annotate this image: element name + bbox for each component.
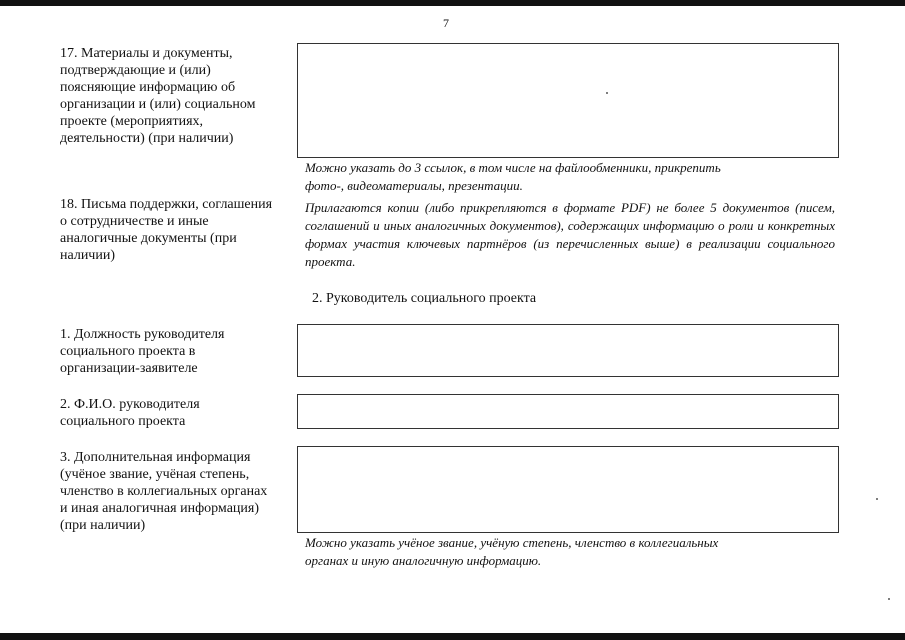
manager-extra-info-label: 3. Дополнительная информация (учёное звание, учёная степень, членство в коллегиальных органах и иная аналогичная информация) (при наличии) xyxy=(60,450,268,533)
scan-speck xyxy=(606,92,608,94)
scan-speck xyxy=(876,498,878,500)
section-2-title: 2. Руководитель социального проекта xyxy=(312,291,537,306)
manager-position-label: 1. Должность руководителя социального проекта в организации-заявителе xyxy=(60,327,225,376)
manager-name-label: 2. Ф.И.О. руководителя социального проекта xyxy=(60,397,200,429)
manager-name-input[interactable] xyxy=(297,394,839,429)
item-18-hint: Прилагаются копии (либо прикрепляются в формате PDF) не более 5 документов (писем, соглашений и иных аналогичных документов), содержащих информацию о роли и конкретных формах участия ключевых партнёров (из перечисленных выше) в реализации социального проекта. xyxy=(305,200,835,269)
item-17-label: 17. Материалы и документы, подтверждающие и (или) поясняющие информацию об организации и (или) социальном проекте (мероприятиях, деятельности) (при наличии) xyxy=(60,46,256,146)
scan-bottom-border xyxy=(0,633,905,640)
scan-speck xyxy=(888,598,890,600)
scan-top-border xyxy=(0,0,905,6)
manager-position-input[interactable] xyxy=(297,324,839,377)
item-18-label: 18. Письма поддержки, соглашения о сотрудничестве и иные аналогичные документы (при наличии) xyxy=(60,197,273,263)
item-17-hint: Можно указать до 3 ссылок, в том числе на файлообменники, прикрепить фото-, видеоматериалы, презентации. xyxy=(305,160,721,193)
manager-extra-info-hint: Можно указать учёное звание, учёную степень, членство в коллегиальных органах и иную аналогичную информацию. xyxy=(305,535,719,568)
item-17-input[interactable] xyxy=(297,43,839,158)
page-number: 7 xyxy=(443,16,449,30)
manager-extra-info-input[interactable] xyxy=(297,446,839,533)
